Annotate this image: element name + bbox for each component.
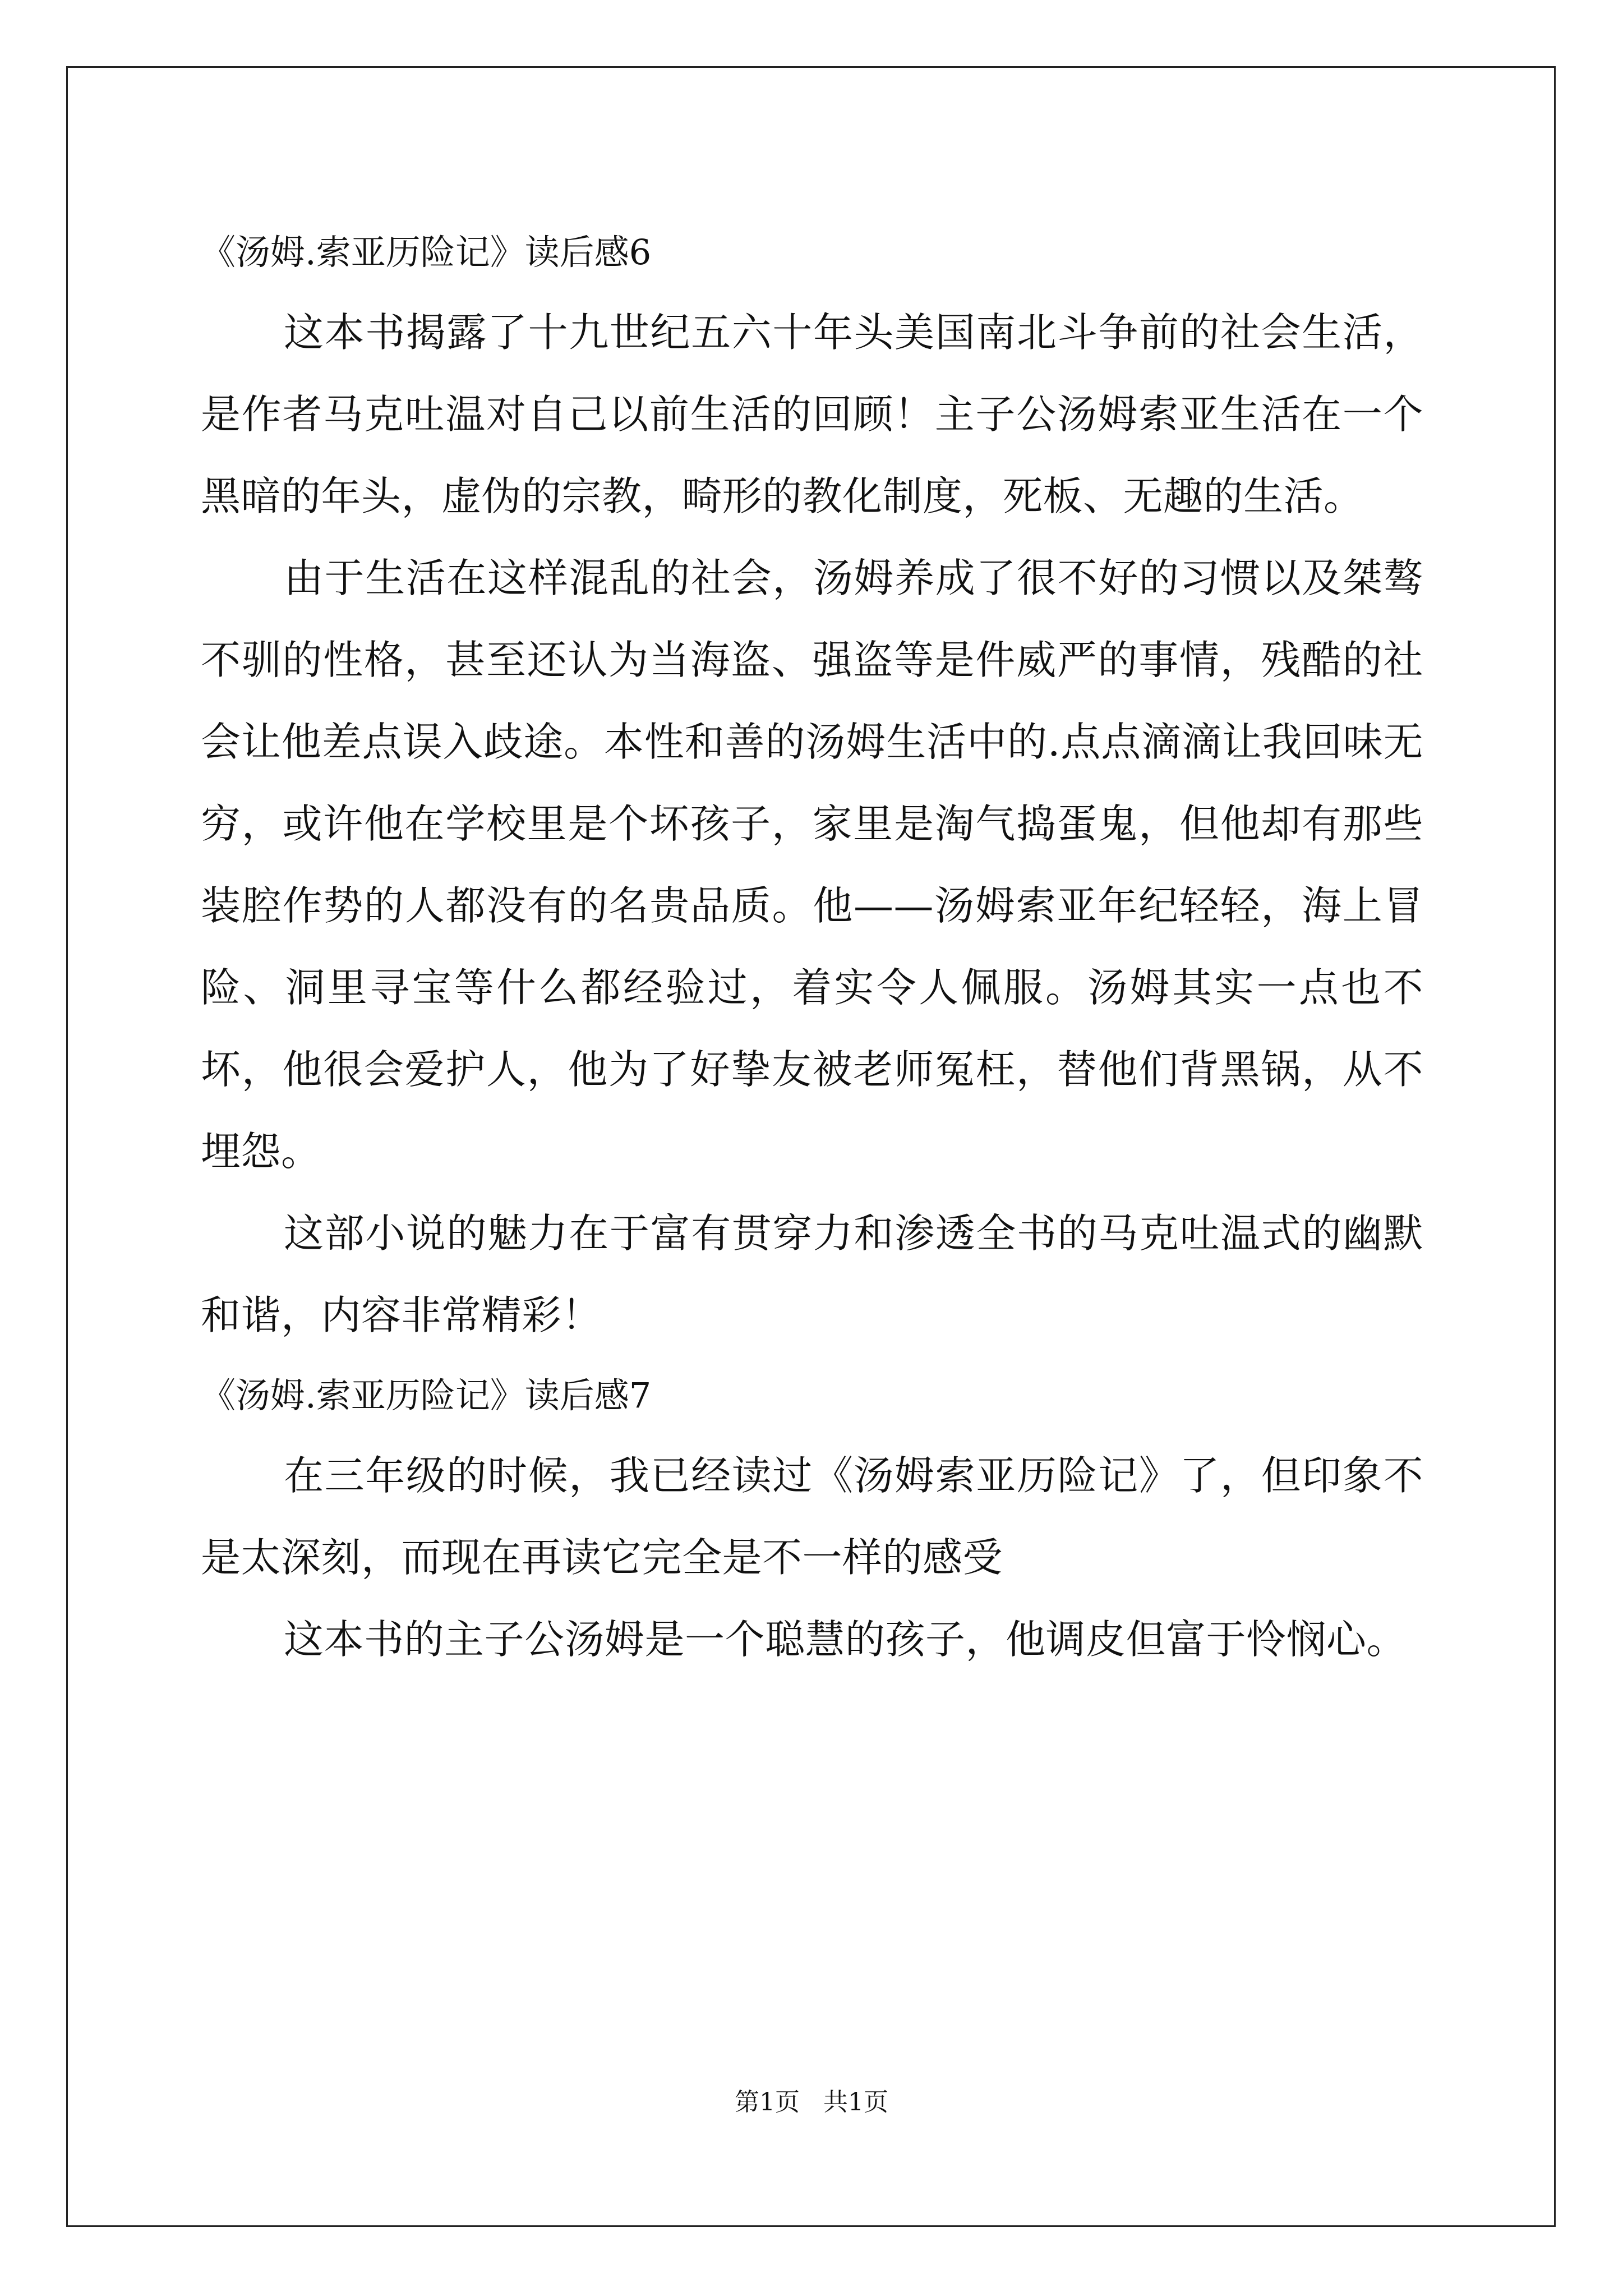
paragraph: 这本书的主子公汤姆是一个聪慧的孩子，他调皮但富于怜悯心。: [284, 1616, 1407, 1663]
page-number-footer: 第1页 共1页: [735, 2088, 888, 2116]
paragraph: 这本书揭露了十九世纪五六十年头美国南北斗争前的社会生活，是作者马克吐温对自己以前生活的回顾！主子公汤姆索亚生活在一个黑暗的年头，虚伪的宗教，畸形的教化制度，死板、无趣的生活。: [201, 309, 1423, 519]
essay-heading-6: 《汤姆.索亚历险记》读后感6: [201, 232, 652, 273]
essay-heading-7: 《汤姆.索亚历险记》读后感7: [201, 1375, 652, 1416]
paragraph: 在三年级的时候，我已经读过《汤姆索亚历险记》了，但印象不是太深刻，而现在再读它完全是不一样的感受: [201, 1452, 1423, 1581]
document-body: [201, 213, 1423, 1681]
paragraph: 这部小说的魅力在于富有贯穿力和渗透全书的马克吐温式的幽默和谐，内容非常精彩！: [201, 1210, 1423, 1338]
paragraph: 由于生活在这样混乱的社会，汤姆养成了很不好的习惯以及桀骜不驯的性格，甚至还认为当海盗、强盗等是件威严的事情，残酷的社会让他差点误入歧途。本性和善的汤姆生活中的.点点滴滴让我回味无穷，或许他在学校里是个坏孩子，家里是淘气捣蛋鬼，但他却有那些装腔作势的人都没有的名贵品质。他——汤姆索亚年纪轻轻，海上冒险、洞里寻宝等什么都经验过，着实令人佩服。汤姆其实一点也不坏，他很会爱护人，他为了好挚友被老师冤枉，替他们背黑锅，从不埋怨。: [201, 555, 1423, 1175]
